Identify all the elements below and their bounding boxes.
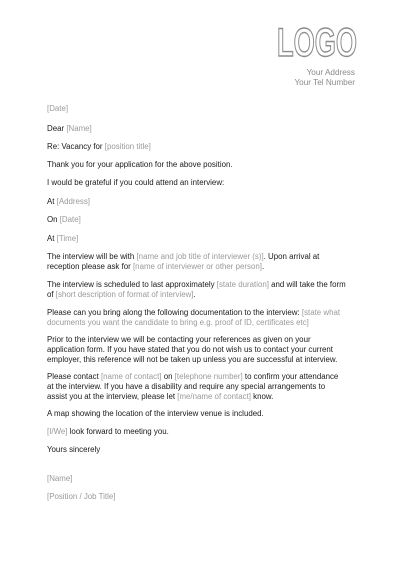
paragraph-interviewer-l1: The interview will be with [name and job title of interviewer (s)]. Upon arrival at — [47, 252, 320, 261]
paragraph-duration-l1: The interview is scheduled to last approximately [state duration] and will take the form — [47, 280, 346, 289]
paragraph-contact-l2: at the interview. If you have a disability and require any special arrangements to — [47, 382, 326, 391]
salutation: Dear [Name] — [47, 124, 92, 133]
paragraph-documents-l2: documents you want the candidate to bring e.g. proof of ID, certificates etc] — [47, 318, 309, 327]
subject-line: Re: Vacancy for [position title] — [47, 142, 151, 151]
invite-line: I would be grateful if you could attend an interview: — [47, 178, 225, 187]
map-line: A map showing the location of the interview venue is included. — [47, 409, 264, 418]
paragraph-contact-l1: Please contact [name of contact] on [telephone number] to confirm your attendance — [47, 372, 339, 381]
look-forward-line: [I/We] look forward to meeting you. — [47, 427, 169, 436]
sender-address: Your Address — [306, 68, 355, 77]
paragraph-documents-l1: Please can you bring along the following documentation to the interview: [state what — [47, 308, 341, 317]
svg-text:LOGO: LOGO — [277, 21, 357, 65]
paragraph-references-l3: employer, this reference will not be taken up unless you are successful at interview. — [47, 355, 338, 364]
paragraph-duration-l2: of [short description of format of interview]. — [47, 290, 196, 299]
paragraph-references-l1: Prior to the interview we will be contacting your references as given on your — [47, 335, 311, 344]
paragraph-interviewer-l2: reception please ask for [name of interviewer or other person]. — [47, 262, 265, 271]
thank-you-line: Thank you for your application for the above position. — [47, 160, 233, 169]
company-logo — [276, 21, 358, 65]
interview-address: At [Address] — [47, 197, 91, 206]
signature-position: [Position / Job Title] — [47, 492, 116, 501]
signature-name: [Name] — [47, 474, 73, 483]
letter-date: [Date] — [47, 104, 69, 113]
paragraph-contact-l3: assist you at the interview, please let [me/name of contact] know. — [47, 392, 274, 401]
interview-date: On [Date] — [47, 215, 81, 224]
sender-tel: Your Tel Number — [294, 78, 355, 87]
interview-time: At [Time] — [47, 234, 79, 243]
paragraph-references-l2: application form. If you have stated that you do not wish us to contact your current — [47, 345, 333, 354]
closing: Yours sincerely — [47, 445, 101, 454]
